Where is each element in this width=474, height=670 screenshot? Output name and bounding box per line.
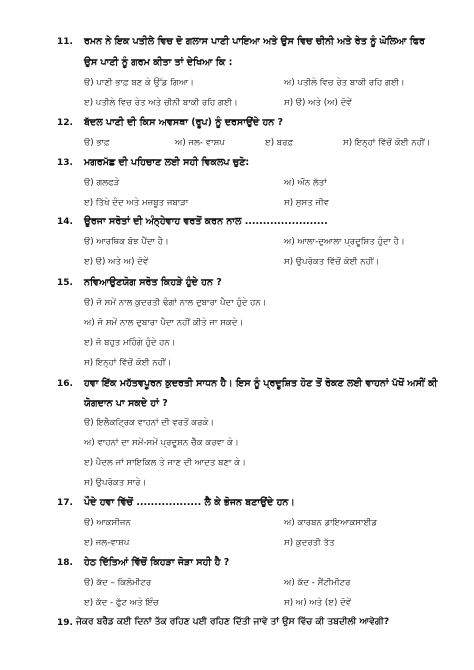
- option: ੳ) ਕੱਦ – ਕਿਲੋਮੀਟਰ: [84, 578, 152, 588]
- question-text: ਮਗਰਮੱਛ ਦੀ ਪਹਿਚਾਣ ਲਈ ਸਹੀ ਵਿਕਲਪ ਚੁਣੋ:: [84, 157, 250, 168]
- question-text: ਹੇਠ ਦਿੱਤਿਆਂ ਵਿੱਚੋਂ ਕਿਹੜਾ ਜੋੜਾ ਸਹੀ ਹੈ ?: [84, 557, 230, 568]
- option: ੳ) ਜੋ ਸਮੇਂ ਨਾਲ ਕੁਦਰਤੀ ਢੰਗਾਂ ਨਾਲ ਦੁਬਾਰਾ ਪੈਦਾ ਹੁੰਦੇ ਹਨ।: [84, 298, 267, 308]
- question-text: ਨਵਿਆਉਣਯੋਗ ਸਰੋਤ ਕਿਹੜੇ ਹੁੰਦੇ ਹਨ ?: [84, 277, 222, 288]
- option: ਸ) ਉਪਰੋਕਤ ਵਿੱਚੋਂ ਕੋਈ ਨਹੀਂ।: [284, 257, 380, 267]
- question-text: ਰਮਨ ਨੇ ਇਕ ਪਤੀਲੇ ਵਿਚ ਦੋ ਗਲਾਸ ਪਾਣੀ ਪਾਇਆ ਅਤੇ ਉਸ ਵਿਚ ਚੀਨੀ ਅਤੇ ਰੇਤ ਨੂੰ ਘੋਲਿਆ ਫਿਰ: [84, 36, 425, 47]
- option: ਸ) ਉਪਰੋਕਤ ਸਾਰੇ।: [84, 478, 147, 488]
- option: ੳ) ਆਰਥਿਕ ਬੋਝ ਪੈਂਦਾ ਹੈ।: [84, 237, 169, 247]
- question-number: 11.: [57, 37, 73, 47]
- option: ਸ) ਇਨ੍ਹਾਂ ਵਿੱਚੋਂ ਕੋਈ ਨਹੀਂ।: [84, 358, 172, 368]
- question-number: 15.: [57, 278, 73, 288]
- option: ਅ) ਕੱਦ - ਸੈਂਟੀਮੀਟਰ: [284, 578, 351, 588]
- question-text: ਯੋਗਦਾਨ ਪਾ ਸਕਦੇ ਹਾਂ ?: [84, 398, 168, 409]
- question-number: 13.: [57, 158, 73, 168]
- option: ੲ) ਪੈਦਲ ਜਾਂ ਸਾਇਕਿਲ ਤੇ ਜਾਣ ਦੀ ਆਦਤ ਬਣਾ ਕੇ।: [84, 458, 246, 468]
- option: ੲ) ੳ) ਅਤੇ ਅ) ਦੋਵੇਂ: [84, 257, 149, 267]
- question-number: 19.: [57, 618, 73, 628]
- option: ਸ) ੳ) ਅਤੇ (ਅ) ਦੋਵੇਂ: [284, 98, 352, 108]
- option: ੲ) ਕੱਦ - ਫੁੱਟ ਅਤੇ ਇੰਚ: [84, 598, 159, 608]
- option: ੲ) ਪਤੀਲੇ ਵਿਚ ਰੇਤ ਅਤੇ ਚੀਨੀ ਬਾਕੀ ਰਹਿ ਗਈ।: [84, 98, 238, 108]
- option: ਸ) ਸੁਸਤ ਜੀਵ: [284, 198, 330, 208]
- option: ਅ) ਜੋ ਸਮੇਂ ਨਾਲ ਦੁਬਾਰਾ ਪੈਦਾ ਨਹੀਂ ਕੀਤੇ ਜਾ ਸਕਦੇ।: [84, 318, 244, 328]
- option: ਅ) ਵਾਹਨਾਂ ਦਾ ਸਮੇਂ-ਸਮੇਂ ਪ੍ਰਦੂਸ਼ਨ ਚੈੱਕ ਕਰਵਾ ਕੇ।: [84, 438, 239, 448]
- question-text: ਬੱਦਲ ਪਾਣੀ ਦੀ ਕਿਸ ਅਵਸਥਾ (ਰੂਪ) ਨੂੰ ਦਰਸਾਉਂਦੇ ਹਨ ?: [84, 117, 284, 128]
- option: ੲ) ਤਿੱਖੇ ਦੰਦ ਅਤੇ ਮਜ਼ਬੂਤ ਜਬਾੜਾ: [84, 198, 189, 208]
- question-number: 17.: [57, 498, 73, 508]
- option: ੳ) ਪਾਣੀ ਭਾਫ਼ ਬਣ ਕੇ ਉੱਡ ਗਿਆ।: [84, 78, 194, 88]
- option: ੳ) ਭਾਫ਼: [84, 138, 110, 148]
- question-text: ਉਸ ਪਾਣੀ ਨੂੰ ਗਰਮ ਕੀਤਾ ਤਾਂ ਦੇਖਿਆ ਕਿ :: [84, 57, 233, 68]
- option: ਸ) ਅ) ਅਤੇ (ੲ) ਦੋਵੇਂ: [284, 598, 352, 608]
- question-text: ਪੌਦੇ ਹਵਾ ਵਿੱਚੋਂ .................. ਲੈ ਕੇ ਭੋਜਨ ਬਣਾਉਂਦੇ ਹਨ।: [84, 497, 295, 508]
- option: ਅ) ਕਾਰਬਨ ਡਾਇਆਕਸਾਈਡ: [284, 518, 378, 528]
- question-number: 12.: [57, 118, 73, 128]
- option: ਸ) ਕੁਦਰਤੀ ਤੱਤ: [284, 538, 335, 548]
- option: ੳ) ਗਲਫੜੇ: [84, 178, 120, 188]
- question-number: 18.: [57, 558, 73, 568]
- option: ਅ) ਔਨ ਲੱਤਾਂ: [284, 178, 327, 188]
- option: ੳ) ਆਕਸੀਜਨ: [84, 518, 131, 528]
- option: ਸ) ਇਨ੍ਹਾਂ ਵਿੱਚੋਂ ਕੋਈ ਨਹੀਂ।: [343, 138, 431, 148]
- option: ੲ) ਜੋ ਬਹੁਤ ਮਹਿੰਗੇ ਹੁੰਦੇ ਹਨ।: [84, 338, 176, 348]
- question-text: ਜੇਕਰ ਬਰੈਡ ਕਈ ਦਿਨਾਂ ਤੱਕ ਰਹਿਣ ਪਈ ਰਹਿਣ ਦਿੱਤੀ ਜਾਵੇ ਤਾਂ ਉਸ ਵਿੱਚ ਕੀ ਤਬਦੀਲੀ ਆਵੇਗੀ?: [76, 617, 390, 627]
- option: ੲ) ਬਰਫ਼: [265, 138, 294, 148]
- option: ਅ) ਜਲ- ਵਾਸ਼ਪ: [175, 138, 225, 148]
- option: ਅ) ਆਲਾ-ਦੁਆਲਾ ਪ੍ਰਦੂਸ਼ਿਤ ਹੁੰਦਾ ਹੈ।: [284, 237, 405, 247]
- question-text: ਊਰਜਾ ਸਰੋਤਾਂ ਦੀ ਅੰਨ੍ਹੇਵਾਹ ਵਰਤੋਂ ਕਰਨ ਨਾਲ .......................: [84, 216, 328, 227]
- option: ਅ) ਪਤੀਲੇ ਵਿਚ ਰੇਤ ਬਾਕੀ ਰਹਿ ਗਈ।: [284, 78, 405, 88]
- question-text: ਹਵਾ ਇੱਕ ਮਹੱਤਵਪੂਰਨ ਕੁਦਰਤੀ ਸਾਧਨ ਹੈ। ਇਸ ਨੂੰ ਪ੍ਰਦੂਸ਼ਿਤ ਹੋਣ ਤੋਂ ਰੋਕਣ ਲਈ ਵਾਹਨਾਂ ਪੱਖੋਂ ਅਸੀਂ ਕੀ: [84, 378, 438, 389]
- question-number: 14.: [57, 217, 73, 227]
- question-number: 16.: [57, 379, 73, 389]
- option: ੳ) ਇਲੈਕਟ੍ਰਿਕ ਵਾਹਨਾਂ ਦੀ ਵਰਤੋਂ ਕਰਕੇ।: [84, 418, 215, 428]
- option: ੲ) ਜਲ-ਵਾਸ਼ਪ: [84, 538, 130, 548]
